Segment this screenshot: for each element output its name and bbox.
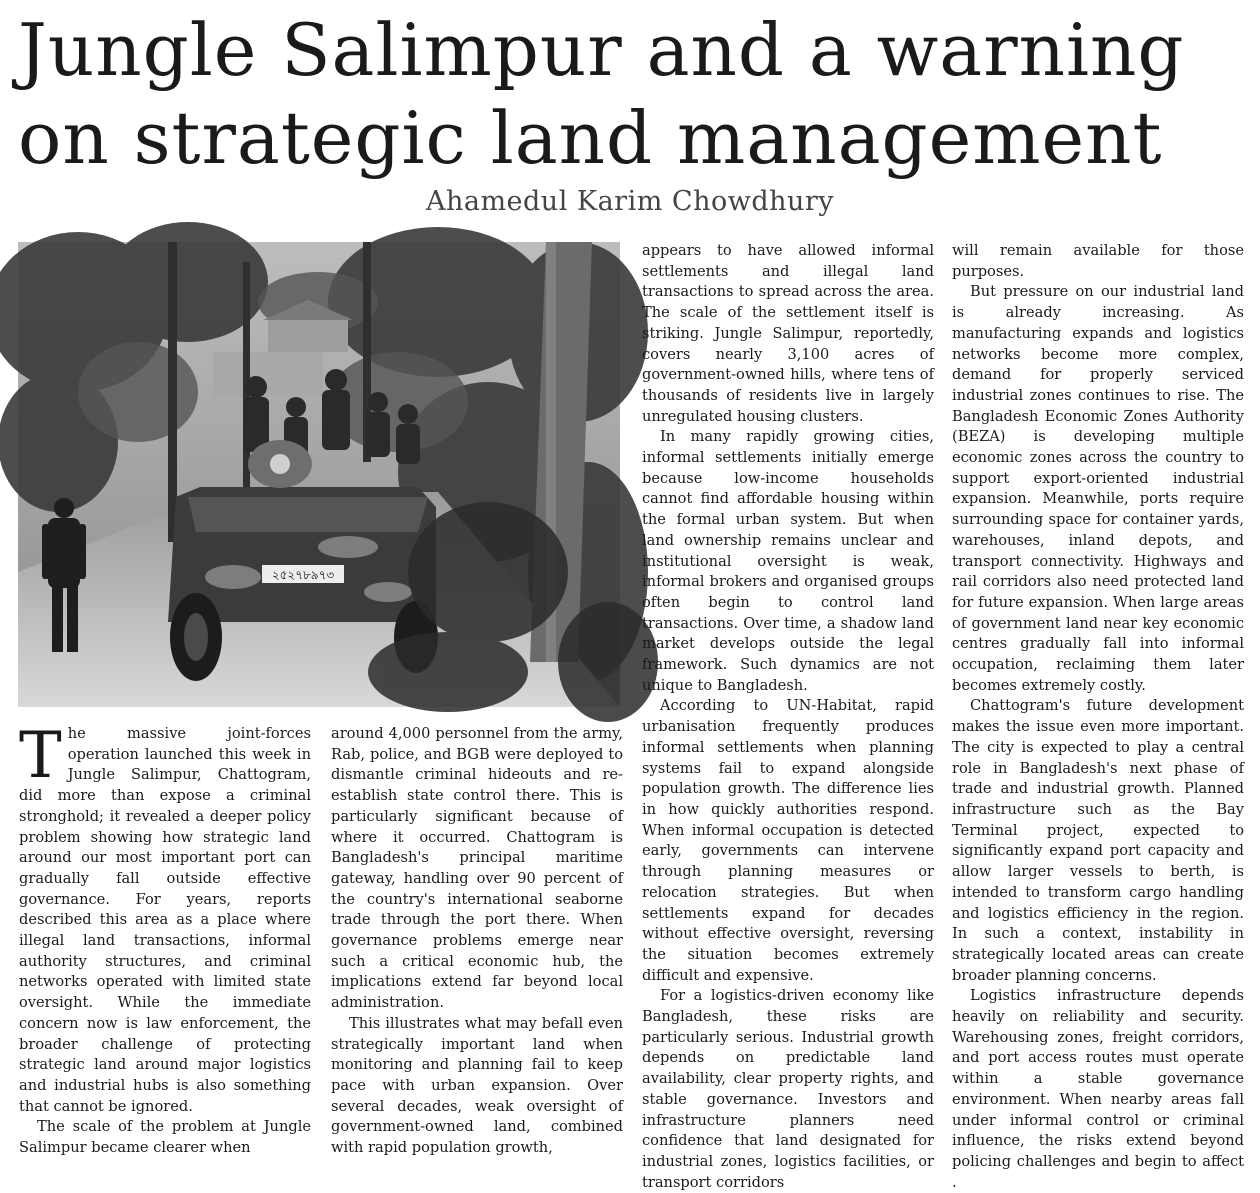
vehicle-plate: ২৫২৭৮৯৭৩	[271, 568, 335, 582]
paragraph: For a logistics-driven economy like Bangladesh, these risks are particularly serious. Industrial growth depends on predictable land availability, clear property rights, and stable governance. Investors and infrastructure planners need confidence that land designated for industrial zones, logistics facilities, or transport corridors	[642, 987, 934, 1191]
drop-cap: T	[19, 719, 62, 793]
paragraph: appears to have allowed informal settlements and illegal land transactions to spread across the area. The scale of the settlement itself is striking. Jungle Salimpur, reportedly, covers nearly 3,100 acres of government-owned hills, where tens of thousands of residents live in largely unregulated housing clusters.	[642, 242, 934, 425]
article-column-3	[642, 241, 934, 1191]
byline: Ahamedul Karim Chowdhury	[425, 186, 835, 217]
article-column-1	[19, 719, 311, 1169]
paragraph: But pressure on our industrial land is already increasing. As manufacturing expands and logistics networks become more complex, demand for properly serviced industrial zones continues to rise. The Bangladesh Economic Zones Authority (BEZA) is developing multiple economic zones across the country to support export-oriented industrial expansion. Meanwhile, ports require surrounding space for container yards, warehouses, inland depots, and transport connectivity. Highways and rail corridors also need protected land for future expansion. When large areas of government land near key economic centres gradually fall into informal occupation, reclaiming them later becomes extremely costly.	[952, 283, 1244, 694]
paragraph: The scale of the problem at Jungle Salimpur became clearer when	[19, 1118, 311, 1157]
paragraph: This illustrates what may befall even strategically important land when monitoring and planning fail to keep pace with urban expansion. Over several decades, weak oversight of government-owned land, combined with rapid population growth,	[331, 1014, 623, 1157]
paragraph-intro	[19, 719, 311, 1117]
paragraph: will remain available for those purposes.	[952, 242, 1244, 280]
paragraph: Chattogram's future development makes the issue even more important. The city is expected to play a central role in Bangladesh's next phase of trade and industrial growth. Planned infrastructure such as the Bay Terminal project, expected to significantly expand port capacity and allow larger vessels to berth, is intended to transform cargo handling and logistics efficiency in the region. In such a context, instability in strategically located areas can create broader planning concerns.	[952, 697, 1244, 984]
headline-line-1: Jungle Salimpur and a warning	[18, 8, 1185, 92]
headline	[18, 6, 1250, 182]
paragraph: Logistics infrastructure depends heavily on reliability and security. Warehousing zones, freight corridors, and port access routes must operate within a stable governance environment. When nearby areas fall under informal control or criminal influence, the risks extend beyond policing challenges and begin to affect .	[952, 987, 1244, 1191]
paragraph-text: he massive joint-forces operation launched this week in Jungle Salimpur, Chattogram, did more than expose a criminal stronghold; it revealed a deeper policy problem showing how strategic land around our most important port can gradually fall outside effective governance. For years, reports described this area as a place where illegal land transactions, informal authority structures, and criminal networks operated with limited state oversight. While the immediate concern now is law enforcement, the broader challenge of protecting strategic land around major logistics and industrial hubs is also something that cannot be ignored.	[19, 725, 311, 1115]
paragraph: According to UN-Habitat, rapid urbanisation frequently produces informal settlements when planning systems fail to expand alongside population growth. The difference lies in how quickly authorities respond. When informal occupation is detected early, governments can intervene through planning measures or relocation strategies. But when settlements expand for decades without effective oversight, reversing the situation becomes extremely difficult and expensive.	[642, 697, 934, 984]
news-photo	[18, 242, 620, 707]
paragraph: around 4,000 personnel from the army, Rab, police, and BGB were deployed to dismantle criminal hideouts and re-establish state control there. This is particularly significant because of where it occurred. Chattogram is Bangladesh's principal maritime gateway, handling over 90 percent of the country's international seaborne trade through the port there. When governance problems emerge near such a critical economic hub, the implications extend far beyond local administration.	[331, 725, 623, 1012]
headline-line-2: on strategic land management	[18, 96, 1163, 180]
paragraph: In many rapidly growing cities, informal settlements initially emerge because low-income households cannot find affordable housing within the formal urban system. But when land ownership remains unclear and institutional oversight is weak, informal brokers and organised groups often begin to control land transactions. Over time, a shadow land market develops outside the legal framework. Such dynamics are not unique to Bangladesh.	[642, 428, 934, 694]
article-column-2	[331, 724, 623, 1169]
photo-illustration	[18, 242, 620, 707]
article-column-4	[952, 241, 1244, 1191]
